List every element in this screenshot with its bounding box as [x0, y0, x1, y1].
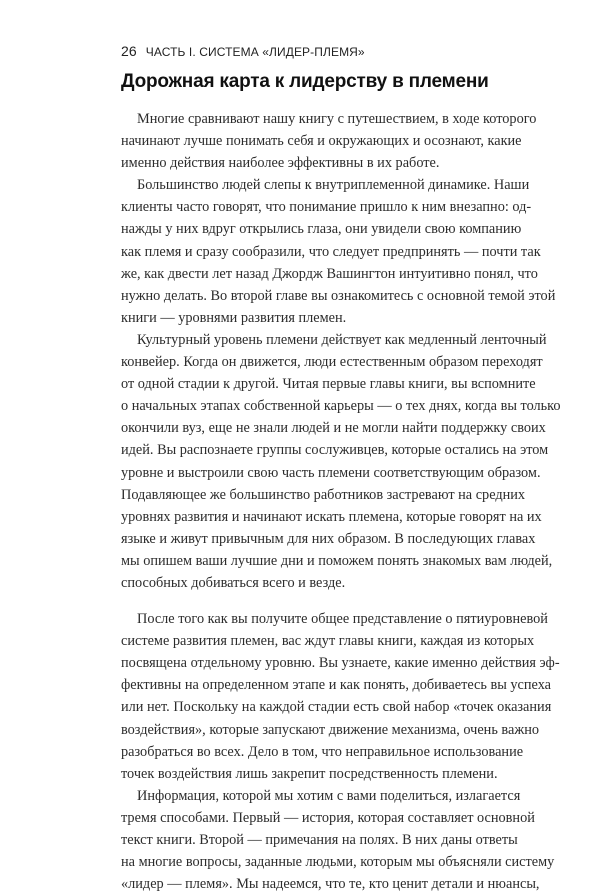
section-title: ЧАСТЬ I. СИСТЕМА «ЛИДЕР-ПЛЕМЯ» — [145, 45, 365, 59]
text-line: фективны на определенном этапе и как понять, добиваетесь вы успеха — [121, 677, 552, 694]
text-line: уровнях развития и начинают искать племена, которые говорят на их — [121, 508, 542, 525]
text-line: нужно делать. Во второй главе вы ознакомитесь с основной темой этой — [121, 287, 556, 304]
page-number: 26 — [121, 43, 137, 59]
text-line: системе развития племен, вас ждут главы книги, каждая из которых — [121, 633, 535, 650]
text-line: клиенты часто говорят, что понимание пришло к ним внезапно: од- — [121, 199, 532, 216]
text-line: языке и живут привычным для них образом. В последующих главах — [121, 530, 536, 547]
body-text — [121, 108, 561, 895]
text-line: именно действия наиболее эффективны в их работе. — [121, 155, 440, 172]
running-head — [121, 43, 365, 59]
paragraph — [121, 329, 561, 594]
text-line: нажды у них вдруг открылись глаза, они увидели свою компанию — [121, 221, 522, 238]
page-title: Дорожная карта к лидерству в племени — [121, 71, 489, 92]
text-line: окончили вуз, еще не знали людей и не могли найти поддержку своих — [121, 420, 546, 437]
text-line: Культурный уровень племени действует как медленный ленточный — [137, 331, 547, 348]
text-line: Информация, которой мы хотим с вами поделиться, излагается — [137, 787, 521, 804]
paragraph — [121, 785, 555, 895]
text-line: же, как двести лет назад Джордж Вашингтон интуитивно понял, что — [121, 265, 538, 282]
text-line: «лидер — племя». Мы надеемся, что те, кто ценит детали и нюансы, — [121, 876, 540, 893]
text-line: текст книги. Второй — примечания на полях. В них даны ответы — [121, 832, 518, 848]
text-line: уровне и выстроили свою часть племени соответствующим образом. — [121, 464, 541, 481]
text-line: посвящена отдельному уровню. Вы узнаете, какие именно действия эф- — [121, 655, 560, 672]
paragraph — [121, 108, 537, 174]
text-line: способных добиваться всего и везде. — [121, 574, 346, 591]
text-line: мы опишем ваши лучшие дни и поможем понять знакомых вам людей, — [121, 552, 553, 569]
paragraph — [121, 174, 556, 329]
text-line: как племя и сразу сообразили, что следует предпринять — почти так — [121, 243, 541, 260]
text-line: разобраться во всех. Дело в том, что неправильное использование — [121, 743, 524, 760]
text-line: о начальных этапах собственной карьеры — о тех днях, когда вы только — [121, 398, 561, 415]
paragraph — [121, 608, 560, 785]
text-line: После того как вы получите общее представление о пятиуровневой — [137, 611, 548, 628]
text-line: от одной стадии к другой. Читая первые главы книги, вы вспомните — [121, 376, 536, 393]
text-line: на многие вопросы, заданные людьми, которым мы объясняли систему — [121, 854, 555, 871]
text-line: или нет. Поскольку на каждой стадии есть свой набор «точек оказания — [121, 699, 552, 716]
text-line: точек воздействия лишь закрепит посредственность племени. — [121, 765, 498, 782]
text-line: конвейер. Когда он движется, люди естественным образом переходят — [121, 354, 543, 371]
text-line: начинают лучше понимать себя и окружающих и осознают, какие — [121, 133, 522, 150]
text-line: тремя способами. Первый — история, которая составляет основной — [121, 809, 535, 826]
text-line: идей. Вы распознаете группы сослуживцев, которые остались на этом — [121, 442, 549, 459]
text-line: воздействия», которые запускают движение механизма, очень важно — [121, 721, 540, 738]
text-line: книги — уровнями развития племен. — [121, 309, 347, 326]
text-line: Подавляющее же большинство работников застревают на средних — [121, 486, 526, 503]
text-line: Многие сравнивают нашу книгу с путешествием, в ходе которого — [137, 111, 537, 127]
text-line: Большинство людей слепы к внутриплеменной динамике. Наши — [137, 177, 530, 194]
